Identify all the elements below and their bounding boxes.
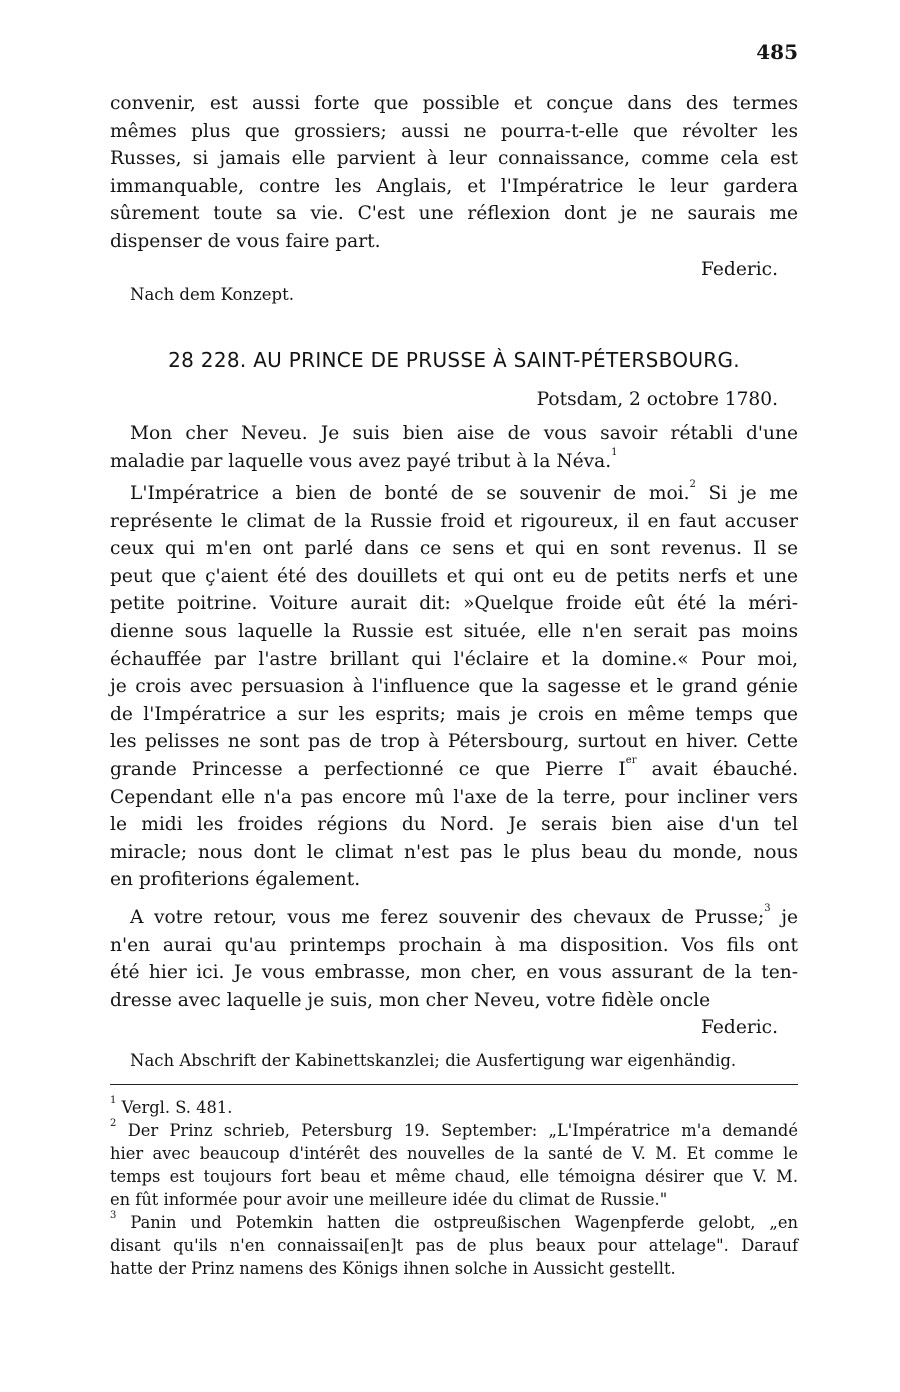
- text-line: ceux qui m'en ont parlé dans ce sens et qui en sont revenus. Il se: [110, 538, 798, 560]
- text-line: Mon cher Neveu. Je suis bien aise de vous savoir rétabli d'une: [130, 423, 798, 444]
- footnote-2: [110, 1119, 798, 1142]
- text-line: convenir, est aussi forte que possible et conçue dans des termes: [110, 93, 798, 114]
- text-line: [110, 904, 798, 932]
- text-line: dispenser de vous faire part.: [110, 230, 381, 252]
- text-line: mêmes plus que grossiers; aussi ne pourra-t-elle que révolter les: [110, 120, 798, 142]
- text-segment: grande Princesse a perfectionné ce que Pierre I: [110, 758, 626, 780]
- text-line: Russes, si jamais elle parvient à leur connaissance, comme cela est: [110, 148, 798, 170]
- continuation-paragraph: [110, 90, 798, 256]
- text-line: en profiterions également.: [110, 869, 361, 891]
- text-line: le midi les froides régions du Nord. Je serais bien aise d'un tel: [110, 814, 798, 836]
- text-line: petite poitrine. Voiture aurait dit: »Quelque froide eût été la méri-: [110, 593, 798, 615]
- footnote-text: Vergl. S. 481.: [121, 1098, 233, 1117]
- footnote-line: disant qu'ils n'en connaissai[en]t pas de plus beaux pour attelage". Darauf: [110, 1236, 798, 1255]
- text-line: Cependant elle n'a pas encore mû l'axe de la terre, pour incliner vers: [110, 786, 798, 808]
- text-line: été hier ici. Je vous embrasse, mon cher, en vous assurant de la ten-: [110, 962, 798, 984]
- text-line: dienne sous laquelle la Russie est située, elle n'en serait pas moins: [110, 620, 798, 642]
- page-number: 485: [756, 40, 798, 64]
- dateline: Potsdam, 2 octobre 1780.: [536, 389, 778, 410]
- superscript: er: [625, 754, 637, 766]
- footnote-text: Der Prinz schrieb, Petersburg 19. September: „L'Impératrice m'a demandé: [127, 1121, 798, 1140]
- text-segment: A votre retour, vous me ferez souvenir des chevaux de Prusse;: [130, 907, 765, 928]
- text-line: immanquable, contre les Anglais, et l'Impératrice le leur gardera: [110, 175, 798, 197]
- text-segment: je: [770, 907, 798, 928]
- text-line: peut que ç'aient été des douillets et qui ont eu de petits nerfs et une: [110, 565, 798, 587]
- text-line: [110, 480, 798, 508]
- footnote-divider: [110, 1084, 798, 1085]
- letter-heading: 28 228. AU PRINCE DE PRUSSE À SAINT-PÉTERSBOURG.: [168, 348, 740, 372]
- text-line: les pelisses ne sont pas de trop à Pétersbourg, surtout en hiver. Cette: [110, 731, 798, 753]
- continuation-signature-block: [110, 256, 778, 284]
- footnote-3: [110, 1211, 798, 1234]
- footnote-mark: 2: [110, 1118, 117, 1129]
- footnote-mark: 3: [110, 1210, 117, 1221]
- letter-paragraph-1: [110, 420, 798, 475]
- text-line: [110, 448, 798, 476]
- signature: Federic.: [701, 259, 778, 280]
- letter-paragraph-2: [110, 480, 798, 894]
- text-line: de l'Impératrice a sur les esprits; mais je crois en même temps que: [110, 703, 798, 725]
- footnote-1: [110, 1096, 798, 1119]
- text-line: échauffée par l'astre brillant qui l'éclaire et la domine.« Pour moi,: [110, 648, 798, 670]
- signature: Federic.: [701, 1017, 778, 1038]
- footnote-line: hier avec beaucoup d'intérêt des nouvelles de la santé de V. M. Et comme le: [110, 1144, 798, 1163]
- text-line: miracle; nous dont le climat n'est pas le plus beau du monde, nous: [110, 841, 798, 863]
- source-note: Nach dem Konzept.: [130, 285, 294, 304]
- footnotes: [110, 1096, 798, 1280]
- text-segment: maladie par laquelle vous avez payé tribut à la Néva.: [110, 450, 612, 472]
- footnote-line: en fût informée pour avoir une meilleure idée du climat de Russie.": [110, 1190, 668, 1209]
- text-line: dresse avec laquelle je suis, mon cher Neveu, votre fidèle oncle: [110, 989, 711, 1011]
- text-line: sûrement toute sa vie. C'est une réflexion dont je ne saurais me: [110, 203, 798, 225]
- letter-paragraph-3: [110, 904, 798, 1014]
- text-line: je crois avec persuasion à l'influence que la sagesse et le grand génie: [110, 676, 798, 698]
- footnote-ref: 1: [611, 446, 618, 458]
- text-line: représente le climat de la Russie froid et rigoureux, il en faut accuser: [110, 510, 798, 532]
- footnote-line: hatte der Prinz namens des Königs ihnen solche in Aussicht gestellt.: [110, 1259, 676, 1278]
- text-line: n'en aurai qu'au printemps prochain à ma disposition. Vos fils ont: [110, 934, 798, 956]
- letter-signature-block: [110, 1014, 778, 1042]
- footnote-text: Panin und Potemkin hatten die ostpreußischen Wagenpferde gelobt, „en: [130, 1213, 798, 1232]
- text-segment: L'Impératrice a bien de bonté de se souvenir de moi.: [130, 483, 690, 504]
- footnote-line: temps est toujours fort beau et même chaud, elle témoigna désirer que V. M.: [110, 1167, 798, 1186]
- footnote-ref: 2: [689, 479, 696, 490]
- source-note: Nach Abschrift der Kabinettskanzlei; die Ausfertigung war eigenhändig.: [130, 1051, 737, 1070]
- text-segment: Si je me: [695, 483, 798, 504]
- text-line: [110, 756, 798, 784]
- footnote-mark: 1: [110, 1095, 117, 1106]
- text-segment: avait ébauché.: [636, 758, 799, 780]
- dateline-block: [110, 386, 778, 414]
- footnote-ref: 3: [764, 903, 771, 914]
